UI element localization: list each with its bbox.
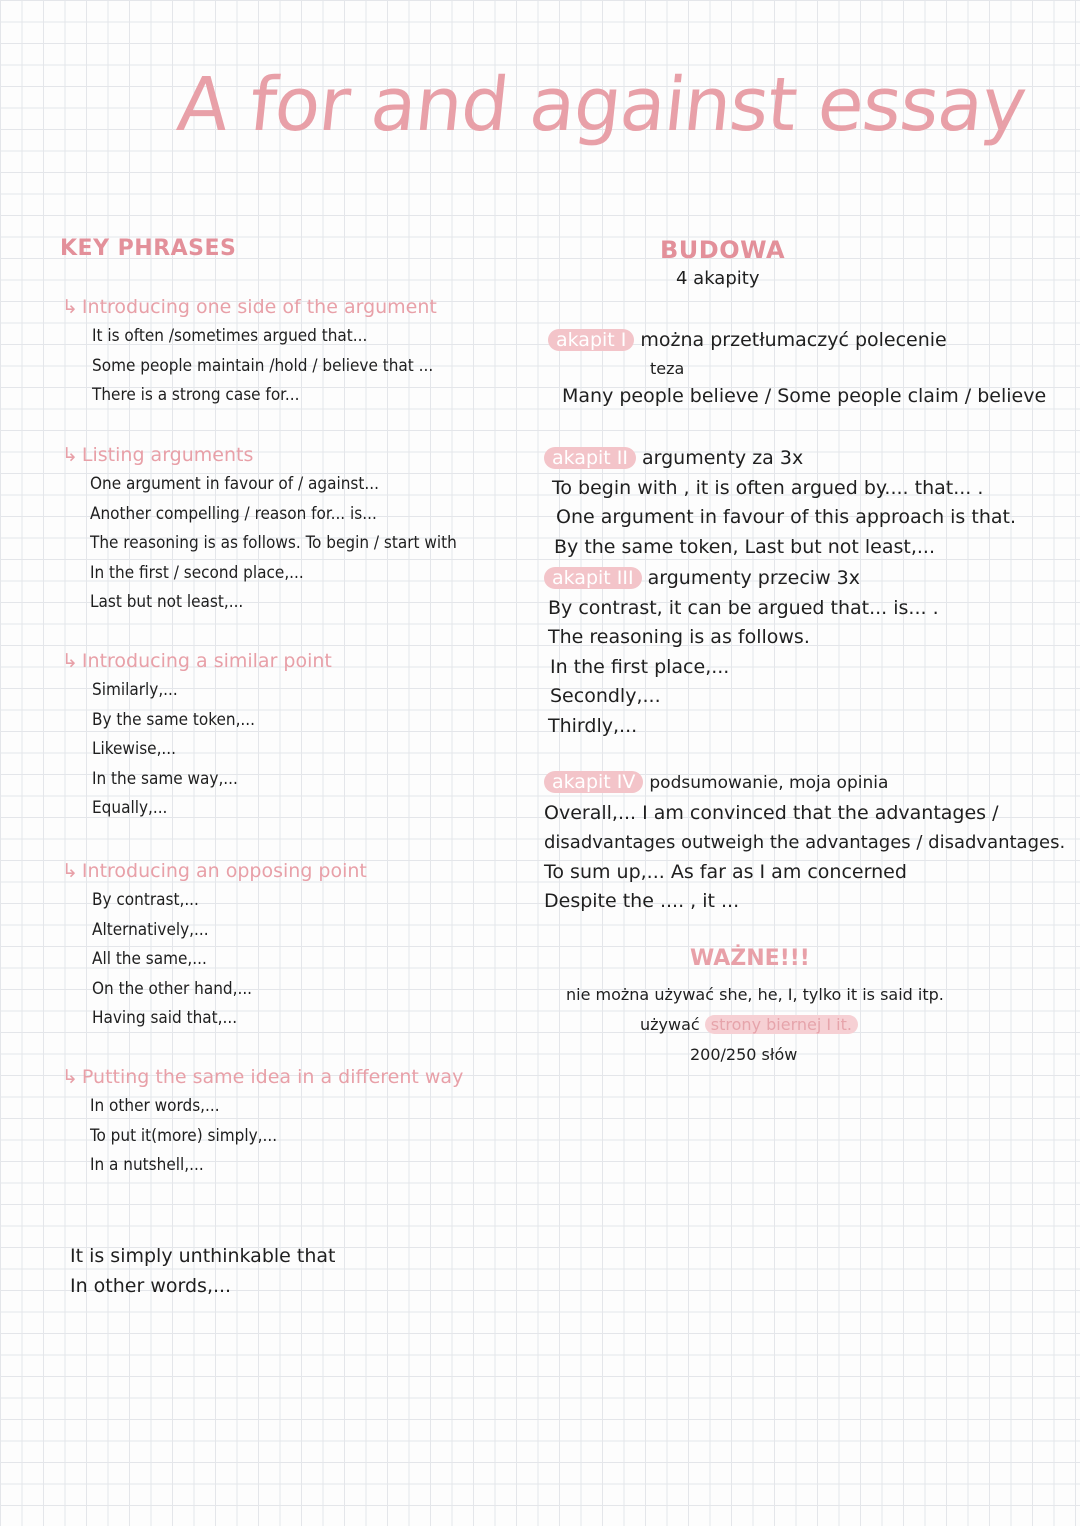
phrase: Some people maintain /hold / believe that ... (92, 355, 434, 376)
phrase: One argument in favour of / against... (90, 474, 379, 494)
section-title: Listing arguments (81, 444, 254, 466)
paragraph-label: akapit I (548, 329, 634, 351)
arrow-icon: ↳ (62, 444, 78, 466)
paragraph-line: disadvantages outweigh the advantages / disadvantages. (544, 832, 1066, 853)
paragraph-line: By contrast, it can be argued that... is... . (548, 596, 939, 619)
arrow-icon: ↳ (62, 860, 78, 882)
phrase: Last but not least,... (90, 592, 244, 612)
section-title: Putting the same idea in a different way (81, 1066, 464, 1088)
paragraph-line: Despite the .... , it ... (544, 890, 740, 912)
phrase: By the same token,... (92, 709, 255, 730)
arrow-icon: ↳ (62, 650, 78, 672)
phrase: To put it(more) simply,... (90, 1125, 278, 1146)
phrase: Another compelling / reason for... is... (90, 503, 377, 524)
important-line: nie można używać she, he, I, tylko it is said itp. (566, 985, 944, 1004)
important-highlight: strony biernej I it. (705, 1015, 858, 1034)
phrase: In a nutshell,... (90, 1155, 204, 1175)
paragraph-note: podsumowanie, moja opinia (649, 773, 889, 793)
section-opposing (62, 860, 367, 1034)
paragraph-line: The reasoning is as follows. (548, 626, 810, 648)
paragraph-line: Overall,... I am convinced that the advantages / (544, 801, 999, 824)
section-one-side (62, 296, 437, 411)
phrase: There is a strong case for... (92, 385, 300, 405)
page-title: A for and against essay (173, 62, 1030, 148)
arrow-icon: ↳ (62, 1066, 78, 1088)
budowa-heading: BUDOWA (660, 236, 786, 264)
paragraph-note2: teza (650, 358, 685, 378)
phrase: In the same way,... (92, 768, 238, 789)
important-prefix: używać (640, 1015, 700, 1034)
budowa-subheading: 4 akapity (676, 268, 760, 289)
phrase: In other words,... (70, 1274, 232, 1297)
paragraph-line: Many people believe / Some people claim / believe (562, 384, 1047, 407)
section-title: Introducing one side of the argument (81, 296, 437, 318)
phrase: Similarly,... (92, 680, 178, 700)
phrase: Likewise,... (92, 739, 176, 759)
extra-phrases (70, 1242, 335, 1301)
key-phrases-heading: KEY PHRASES (60, 236, 237, 261)
paragraph-line: In the first place,... (550, 655, 730, 678)
paragraph-2 (544, 444, 1016, 562)
paragraph-line: Secondly,... (550, 685, 661, 707)
paragraph-4 (544, 768, 1065, 917)
phrase: The reasoning is as follows. To begin / start with (90, 533, 457, 553)
paragraph-line: One argument in favour of this approach is that. (556, 506, 1016, 528)
phrase: Having said that,... (92, 1008, 238, 1028)
section-title: Introducing a similar point (81, 650, 332, 672)
phrase: Equally,... (92, 798, 168, 818)
paragraph-1 (548, 326, 1046, 411)
phrase: On the other hand,... (92, 978, 253, 999)
section-similar (62, 650, 332, 824)
phrase: Alternatively,... (92, 919, 209, 940)
paragraph-note: argumenty przeciw 3x (647, 567, 860, 589)
section-listing (62, 444, 457, 618)
paragraph-label: akapit II (544, 447, 636, 469)
phrase: In other words,... (90, 1096, 220, 1116)
section-different-way (62, 1066, 463, 1181)
important-line (640, 1010, 858, 1040)
paragraph-label: akapit IV (544, 771, 643, 793)
paragraph-line: By the same token, Last but not least,... (554, 535, 936, 558)
section-title: Introducing an opposing point (81, 860, 367, 882)
phrase: All the same,... (92, 949, 207, 969)
paragraph-line: To sum up,... As far as I am concerned (544, 860, 907, 883)
word-count: 200/250 słów (690, 1045, 798, 1064)
phrase: It is often /sometimes argued that... (92, 326, 368, 346)
paragraph-label: akapit III (544, 567, 642, 589)
paragraph-line: Thirdly,... (548, 714, 638, 737)
phrase: In the first / second place,... (90, 562, 304, 583)
paragraph-note: można przetłumaczyć polecenie (640, 329, 947, 351)
paragraph-note: argumenty za 3x (642, 447, 804, 469)
phrase: By contrast,... (92, 890, 199, 910)
paragraph-3 (544, 564, 939, 741)
important-heading: WAŻNE!!! (690, 946, 810, 971)
arrow-icon: ↳ (62, 296, 78, 318)
phrase: It is simply unthinkable that (70, 1245, 336, 1267)
paragraph-line: To begin with , it is often argued by.... that... . (552, 476, 984, 499)
